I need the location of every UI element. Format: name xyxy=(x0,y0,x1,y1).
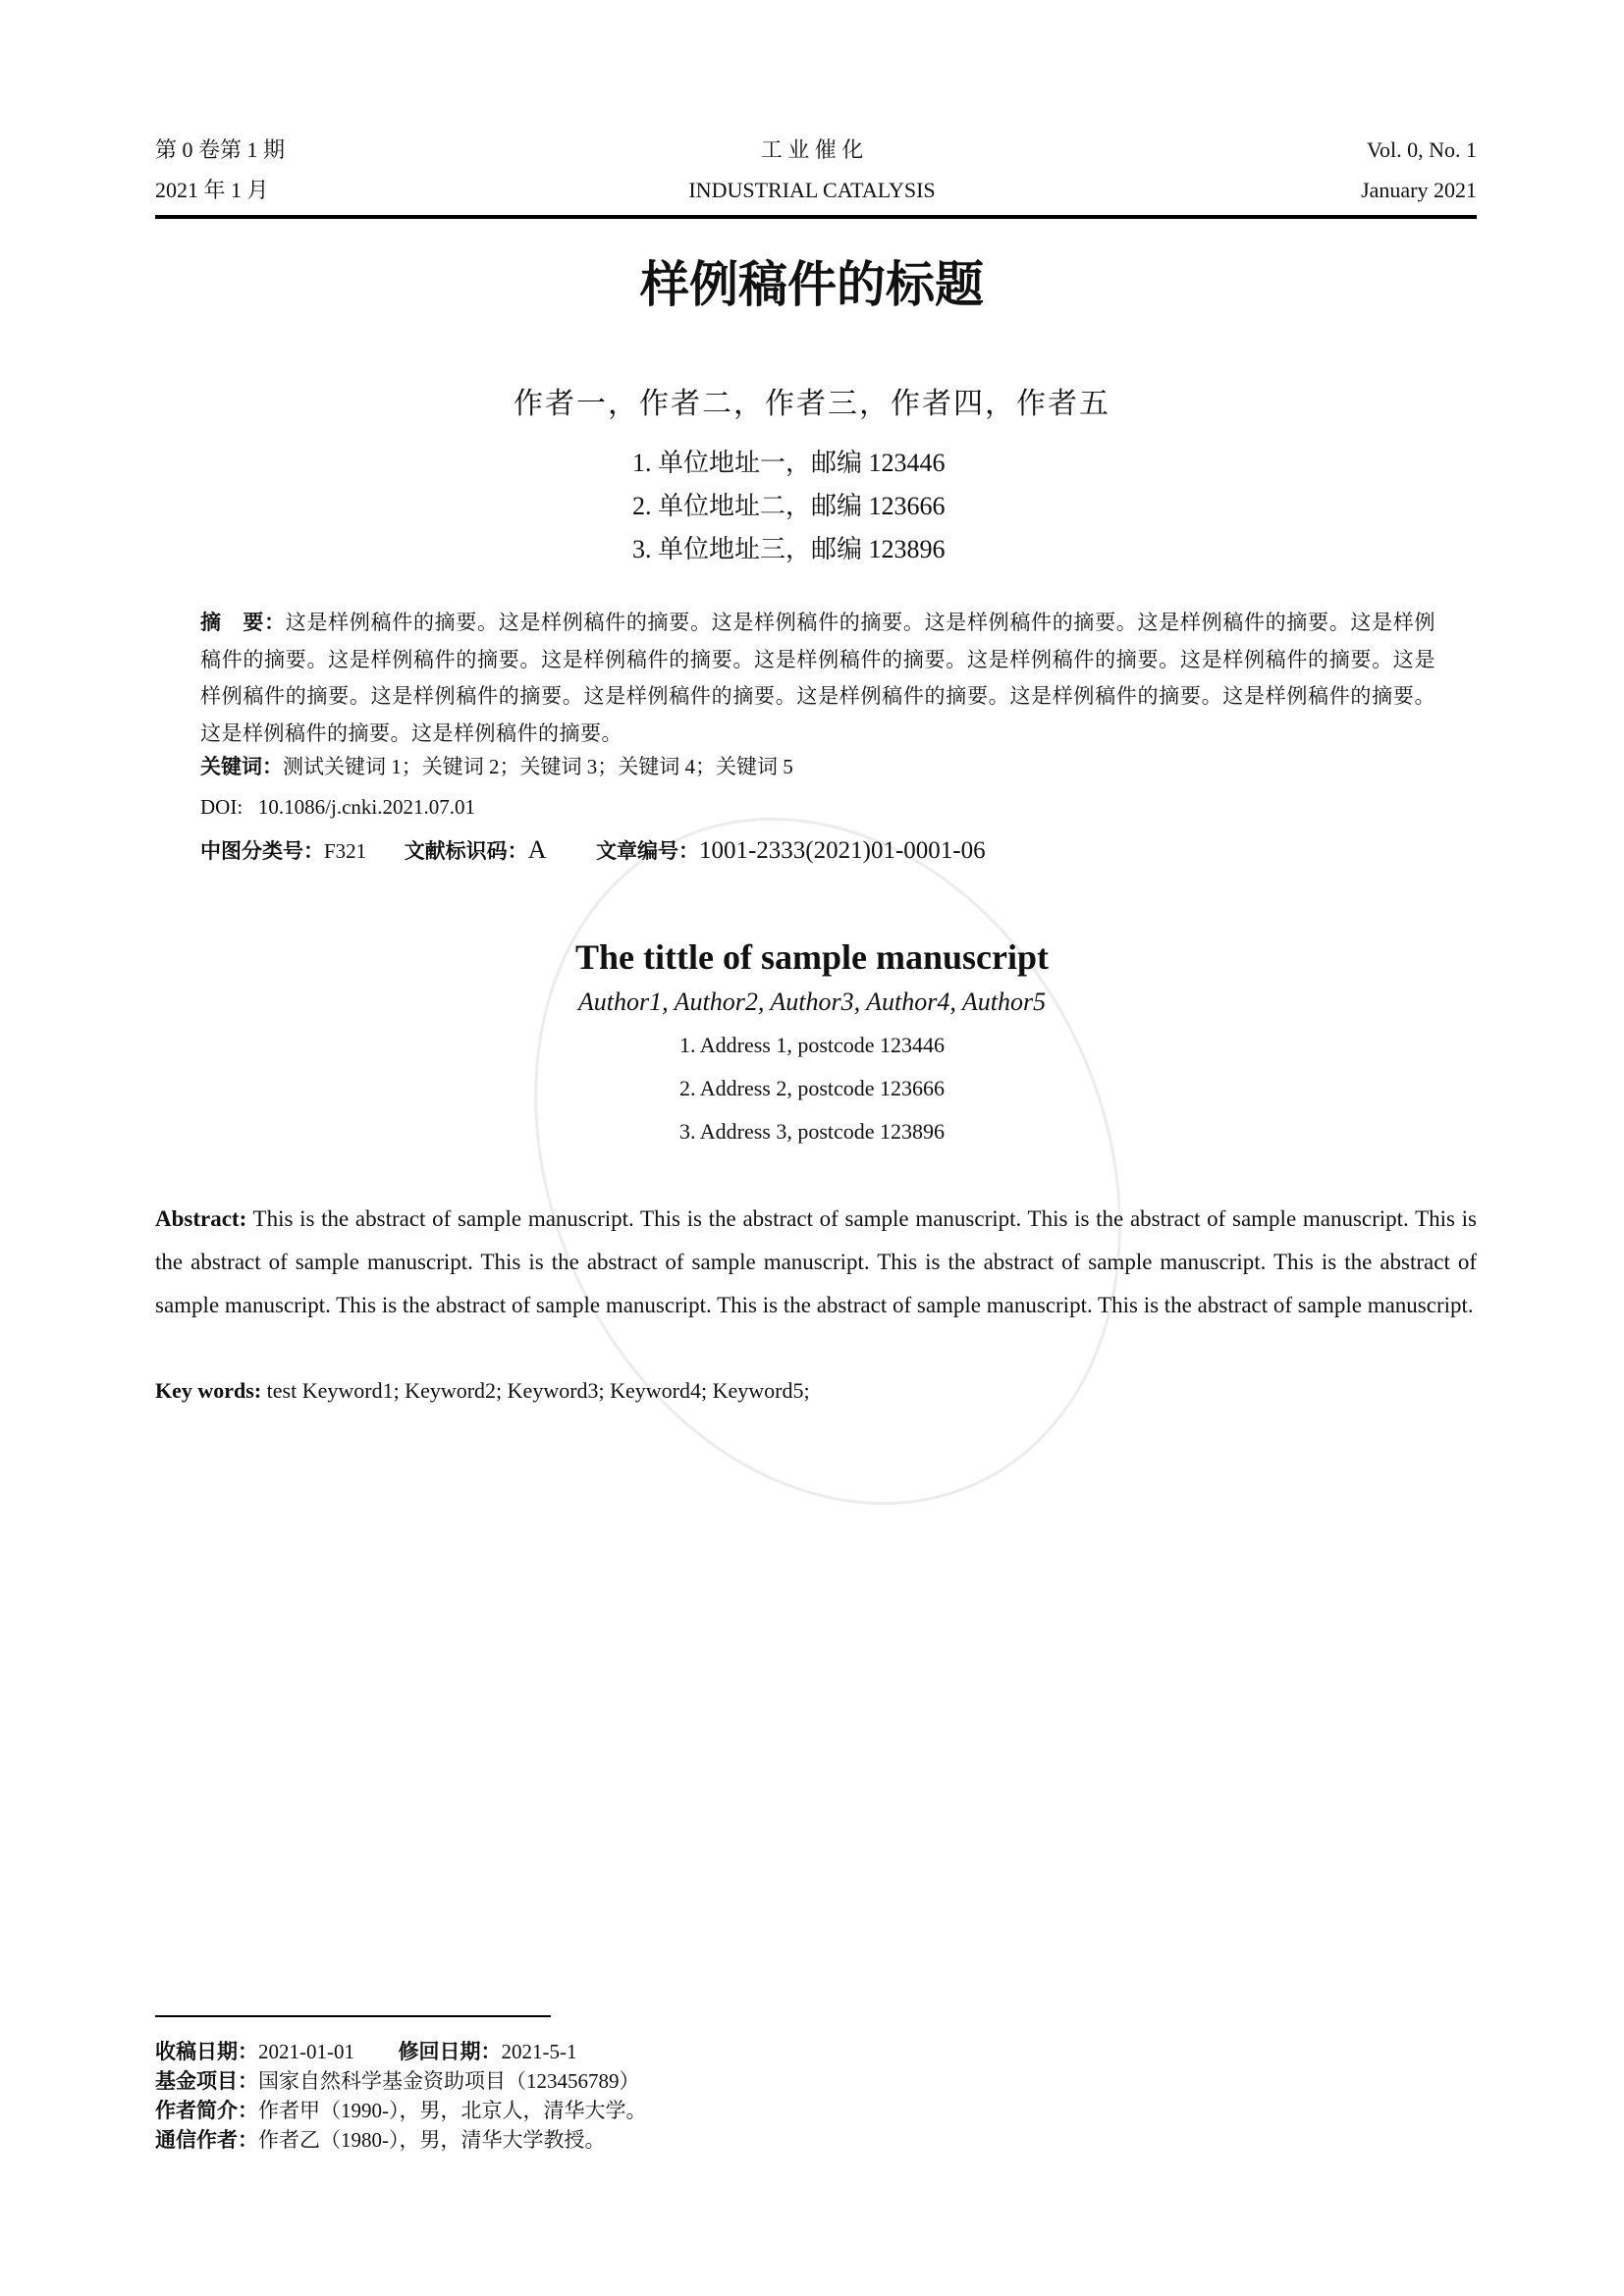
footnote-fund xyxy=(155,2065,640,2095)
header-date: 2021 年 1 月 xyxy=(155,178,269,202)
abstract-en-text: This is the abstract of sample manuscript. This is the abstract of sample manuscript. This is the abstract of sample manuscript. This is the abstract of sample manuscript. This is the abstract of sample manuscript. This is the abstract of sample manuscript. This is the abstract of sample manuscript. This is the abstract of sample manuscript. This is the abstract of sample manuscript. This is the abstract of sample manuscript. xyxy=(155,1206,1477,1317)
address-cn-3: 3. 单位地址三，邮编 123896 xyxy=(632,535,946,563)
address-en-1: 1. Address 1, postcode 123446 xyxy=(678,1033,946,1057)
footnote-corresponding xyxy=(155,2124,606,2154)
header-issue: 第 0 卷第 1 期 xyxy=(155,137,286,162)
author-bio-label: 作者简介： xyxy=(155,2099,258,2122)
classification-line xyxy=(200,835,986,865)
received-value: 2021-01-01 xyxy=(258,2040,354,2063)
fund-label: 基金项目： xyxy=(155,2069,258,2093)
title-cn: 样例稿件的标题 xyxy=(640,256,984,313)
footnote-rule xyxy=(155,2015,551,2017)
title-en: The tittle of sample manuscript xyxy=(575,937,1049,977)
article-number-value: 1001-2333(2021)01-0001-06 xyxy=(698,837,986,864)
header-month: January 2021 xyxy=(1361,178,1477,202)
authors-cn: 作者一，作者二，作者三，作者四，作者五 xyxy=(514,388,1110,420)
clc-value: F321 xyxy=(324,839,367,863)
header-journal-cn: 工 业 催 化 xyxy=(760,137,864,162)
keywords-en-label: Key words: xyxy=(155,1378,262,1403)
doc-code-label: 文献标识码： xyxy=(404,839,528,863)
received-label: 收稿日期： xyxy=(155,2040,258,2063)
abstract-en xyxy=(155,1198,1477,1327)
abstract-cn-label: 摘 要： xyxy=(200,611,286,634)
author-bio-value: 作者甲（1990-），男，北京人，清华大学。 xyxy=(258,2099,647,2122)
fund-value: 国家自然科学基金资助项目（123456789） xyxy=(258,2069,640,2093)
doc-code-value: A xyxy=(527,835,547,864)
address-en-2: 2. Address 2, postcode 123666 xyxy=(678,1076,946,1100)
doi-line xyxy=(200,795,475,820)
address-cn-2: 2. 单位地址二，邮编 123666 xyxy=(632,492,946,520)
footnote-author xyxy=(155,2095,647,2124)
clc-label: 中图分类号： xyxy=(200,839,324,863)
corresponding-value: 作者乙（1980-），男，清华大学教授。 xyxy=(258,2128,606,2152)
abstract-cn xyxy=(200,605,1435,752)
keywords-en-text: test Keyword1; Keyword2; Keyword3; Keyword4; Keyword5; xyxy=(266,1378,810,1403)
abstract-en-label: Abstract: xyxy=(155,1206,247,1231)
address-en-3: 3. Address 3, postcode 123896 xyxy=(678,1119,946,1144)
revised-value: 2021-5-1 xyxy=(501,2040,577,2063)
abstract-cn-text: 这是样例稿件的摘要。这是样例稿件的摘要。这是样例稿件的摘要。这是样例稿件的摘要。这是样例稿件的摘要。这是样例稿件的摘要。这是样例稿件的摘要。这是样例稿件的摘要。这是样例稿件的摘要。这是样例稿件的摘要。这是样例稿件的摘要。这是样例稿件的摘要。这是样例稿件的摘要。这是样例稿件的摘要。这是样例稿件的摘要。这是样例稿件的摘要。这是样例稿件的摘要。这是样例稿件的摘要。这是样例稿件的摘要。 xyxy=(200,611,1436,745)
address-cn-1: 1. 单位地址一，邮编 123446 xyxy=(632,449,946,477)
header-rule xyxy=(155,215,1477,219)
header-volume: Vol. 0, No. 1 xyxy=(1366,137,1477,162)
header-journal-en: INDUSTRIAL CATALYSIS xyxy=(688,178,936,202)
footnote-dates xyxy=(155,2036,577,2065)
keywords-cn-label: 关键词： xyxy=(200,755,283,778)
keywords-cn xyxy=(200,751,793,780)
article-number-label: 文章编号： xyxy=(595,839,699,863)
revised-label: 修回日期： xyxy=(398,2040,502,2063)
keywords-en xyxy=(155,1378,810,1404)
authors-en: Author1, Author2, Author3, Author4, Author5 xyxy=(577,988,1047,1016)
corresponding-label: 通信作者： xyxy=(155,2128,258,2152)
doi-value: 10.1086/j.cnki.2021.07.01 xyxy=(257,795,475,819)
keywords-cn-text: 测试关键词 1；关键词 2；关键词 3；关键词 4；关键词 5 xyxy=(283,755,793,778)
doi-label: DOI: xyxy=(200,795,244,819)
